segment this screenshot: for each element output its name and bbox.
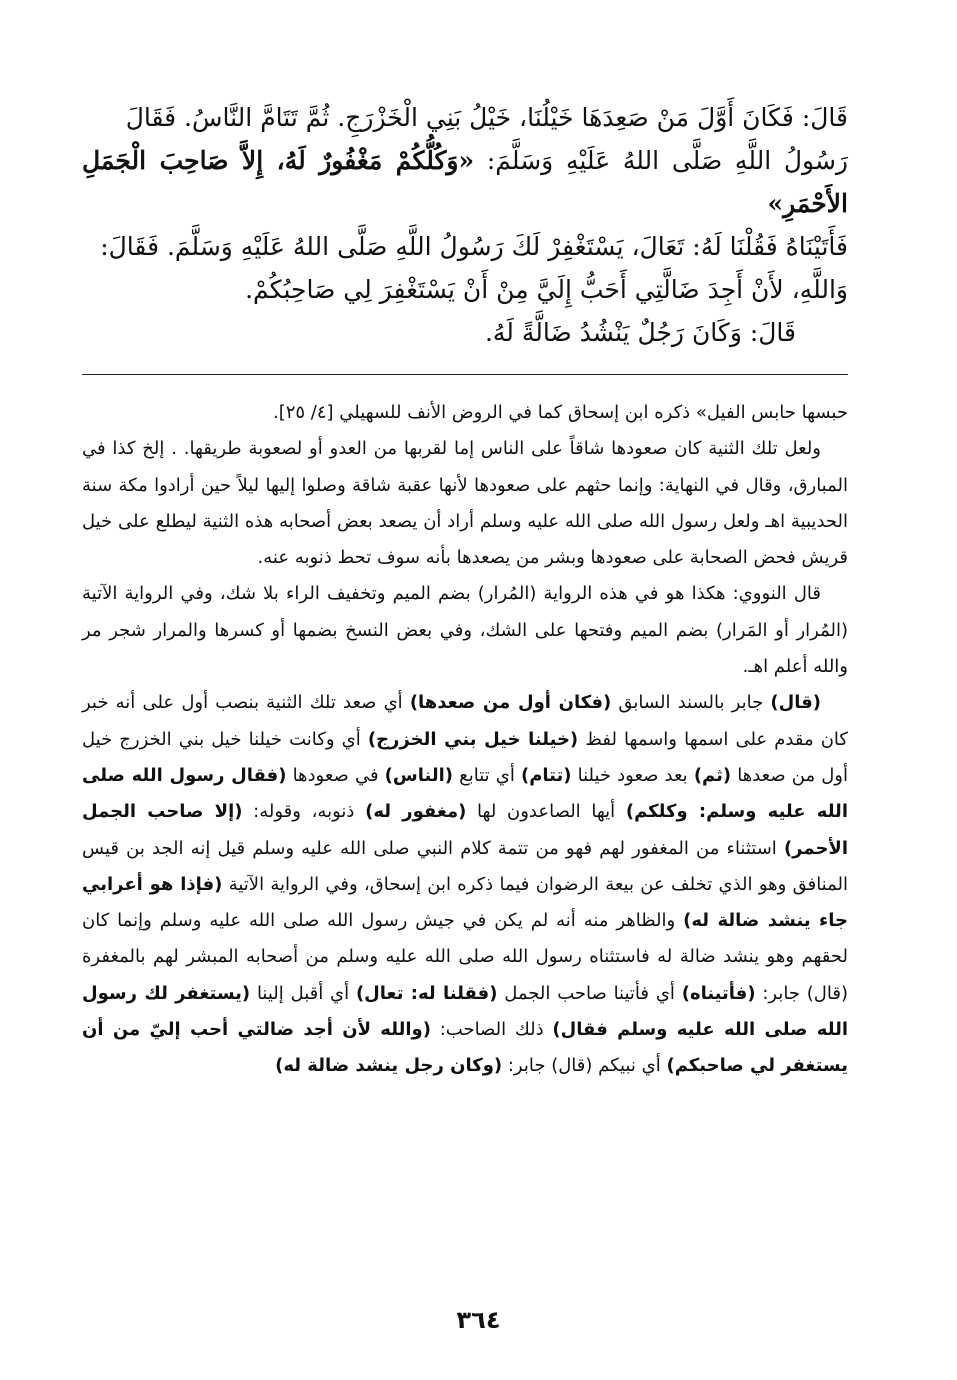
bold-quote: (فقلنا له: تعال) — [355, 982, 498, 1004]
bold-quote: (إلا صاحب الجمل الأحمر) — [82, 801, 848, 859]
text-segment: أي أقبل إلينا — [250, 982, 356, 1004]
hadith-line: وَاللَّهِ، لأَنْ أَجِدَ ضَالَّتِي أَحَبُّ إِلَيَّ مِنْ أَنْ يَسْتَغْفِرَ لِي صَاحِبُكُمْ. — [245, 275, 848, 304]
footnote-divider — [82, 374, 848, 375]
hadith-line: قَالَ: فَكَانَ أَوَّلَ مَنْ صَعِدَهَا خَيْلُنَا، خَيْلُ بَنِي الْخَزْرَجِ. ثُمَّ تَتَامَّ النَّاسُ. فَقَالَ — [125, 103, 848, 132]
text-segment: أيها الصاعدون لها — [466, 801, 626, 823]
commentary-paragraph — [82, 685, 848, 1084]
text-segment: ذنوبه، وقوله: — [242, 801, 366, 823]
text-segment: بعد صعود خيلنا — [571, 764, 694, 786]
bold-quote: (فأتيناه) — [681, 982, 756, 1004]
bold-quote: (قال) — [770, 692, 822, 714]
bold-quote: (مغفور له) — [365, 801, 467, 823]
page-number: ٣٦٤ — [456, 1306, 501, 1334]
hadith-text — [82, 96, 848, 354]
bold-quote: (وكان رجل ينشد ضالة له) — [275, 1055, 503, 1077]
bold-quote: (تتام) — [520, 764, 572, 786]
hadith-line: فَأَتَيْنَاهُ فَقُلْنَا لَهُ: تَعَالَ، يَسْتَغْفِرْ لَكَ رَسُولُ اللَّهِ صَلَّى اللهُ عَلَيْهِ وَسَلَّمَ. فَقَالَ: — [100, 232, 848, 261]
bold-quote: (فقال رسول الله صلى الله عليه وسلم: وكلكم) — [82, 764, 848, 823]
commentary-paragraph: حبسها حابس الفيل» ذكره ابن إسحاق كما في الروض الأنف للسهيلي [٤/ ٢٥]. — [272, 402, 848, 423]
bold-quote: (يستغفر لك رسول الله صلى الله عليه وسلم فقال) — [82, 982, 849, 1041]
text-segment: استثناء من المغفور لهم فهو من تتمة كلام النبي صلى الله عليه وسلم قيل إنه الجد بن قيس المنافق وهو الذي تخلف عن بيعة الرضوان فيما ذكره ابن إسحاق، وفي الرواية الآتية — [82, 837, 849, 895]
text-segment: في صعودها — [286, 764, 385, 786]
commentary-paragraph: ولعل تلك الثنية كان صعودها شاقاً على الناس إما لقربها من العدو أو لصعوبة طريقها. . إلخ كذا في المبارق، وقال في النهاية: وإنما حثهم على صعودها لأنها عقبة شاقة وصلوا إليها ليلاً حين أرادوا مكة سنة الحديبية اهـ ولعل رسول الله صلى الله عليه وسلم أراد أن يصعد بعض أصحابه هذه الثنية ليطلع على خيل قريش فحض الصحابة على صعودها وبشر من يصعدها بأنه سوف تحط ذنوبه عنه. — [82, 438, 848, 569]
bold-quote: (فكان أول من صعدها) — [409, 692, 612, 714]
text-segment: جابر بالسند السابق — [611, 692, 771, 714]
bold-quote: (والله لأن أجد ضالتي أحب إليّ من أن يستغفر لي صاحبكم) — [82, 1019, 848, 1077]
bold-quote: (الناس) — [384, 764, 453, 786]
text-segment: أي نبيكم (قال) جابر: — [502, 1055, 667, 1077]
hadith-quote-bold: «وَكُلُّكُمْ مَغْفُورٌ لَهُ، إِلاَّ صَاحِبَ الْجَمَلِ الأَحْمَرِ» — [82, 146, 848, 218]
hadith-line: قَالَ: وَكَانَ رَجُلٌ يَنْشُدُ ضَالَّةً لَهُ. — [484, 318, 796, 347]
hadith-line — [82, 139, 848, 225]
text-segment: أي وكانت خيلنا خيل بني الخزرج خيل أول من صعدها — [82, 728, 848, 786]
commentary — [82, 395, 848, 1085]
text-segment: أي صعد تلك الثنية بنصب أول على أنه خبر كان مقدم على اسمها واسمها لفظ — [82, 692, 848, 750]
text-segment: أي فأتينا صاحب الجمل — [497, 982, 682, 1004]
bold-quote: (فإذا هو أعرابي جاء ينشد ضالة له) — [82, 873, 848, 932]
text-segment: والظاهر منه أنه لم يكن في جيش رسول الله صلى الله عليه وسلم وإنما كان لحقهم وهو ينشد ضالة له فاستثناه رسول الله صلى الله عليه وسلم من أصحابه المبشر لهم بالمغفرة (قال) جابر: — [82, 910, 848, 1004]
bold-quote: (ثم) — [693, 764, 732, 786]
text-segment: ذلك الصاحب: — [430, 1019, 553, 1041]
bold-quote: (خيلنا خيل بني الخزرج) — [367, 728, 579, 750]
hadith-segment: رَسُولُ اللَّهِ صَلَّى اللهُ عَلَيْهِ وَسَلَّمَ: — [474, 146, 848, 175]
commentary-paragraph: قال النووي: هكذا هو في هذه الرواية (المُرار) بضم الميم وتخفيف الراء بلا شك، وفي الرواية الآتية (المُرار أو المَرار) بضم الميم وفتحها على الشك، وفي بعض النسخ بضمها أو كسرها والمرار شجر مر والله أعلم اهـ. — [82, 583, 848, 678]
text-segment: أي تتابع — [453, 764, 521, 786]
